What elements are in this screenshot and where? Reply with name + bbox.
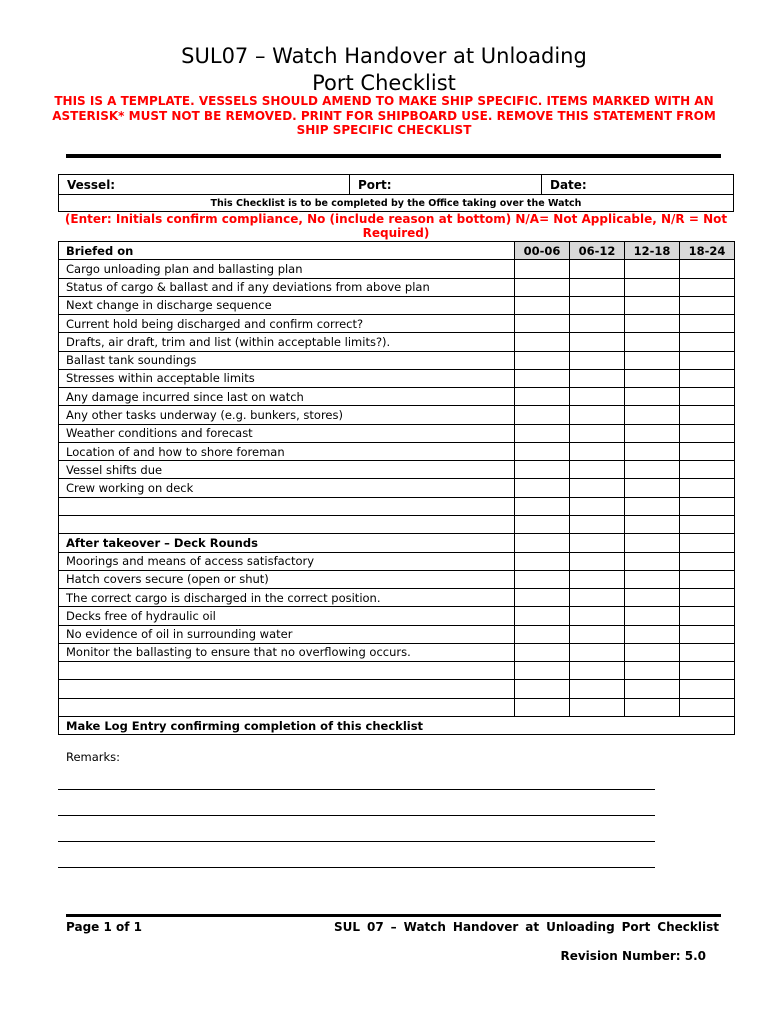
shift-cell[interactable] [515,369,570,387]
shift-cell[interactable] [625,643,680,661]
shift-cell[interactable] [570,260,625,278]
remarks-line[interactable] [58,815,655,816]
shift-header-12-18: 12-18 [625,242,680,260]
deck-rounds-heading: After takeover – Deck Rounds [59,534,515,552]
briefed-heading: Briefed on [59,242,515,260]
shift-cell[interactable] [680,260,735,278]
shift-cell[interactable] [680,589,735,607]
shift-cell[interactable] [515,351,570,369]
checklist-item [59,497,515,515]
shift-cell[interactable] [515,643,570,661]
shift-cell[interactable] [625,315,680,333]
shift-cell[interactable] [515,315,570,333]
shift-cell[interactable] [680,570,735,588]
checklist-row [59,388,735,406]
shift-cell[interactable] [680,424,735,442]
shift-cell[interactable] [625,296,680,314]
shift-cell[interactable] [570,570,625,588]
checklist-row [59,479,735,497]
shift-cell[interactable] [680,333,735,351]
shift-cell[interactable] [515,662,570,680]
revision-number: Revision Number: 5.0 [560,949,706,963]
shift-cell[interactable] [625,442,680,460]
shift-cell[interactable] [515,388,570,406]
shift-cell[interactable] [515,333,570,351]
log-entry-note: Make Log Entry confirming completion of this checklist [59,716,735,734]
shift-cell[interactable] [570,515,625,533]
shift-cell[interactable] [515,552,570,570]
shift-cell[interactable] [570,662,625,680]
checklist-row [59,315,735,333]
page-number: Page 1 of 1 [66,920,142,934]
checklist-row [59,278,735,296]
shift-cell[interactable] [570,497,625,515]
checklist-row [59,497,735,515]
checklist-item: Hatch covers secure (open or shut) [59,570,515,588]
shift-cell[interactable] [570,680,625,698]
shift-cell[interactable] [625,497,680,515]
shift-cell[interactable] [625,333,680,351]
checklist-item: Current hold being discharged and confirm correct? [59,315,515,333]
shift-cell[interactable] [570,388,625,406]
shift-cell[interactable] [625,662,680,680]
shift-cell[interactable] [680,278,735,296]
shift-cell[interactable] [625,607,680,625]
shift-cell[interactable] [680,607,735,625]
shift-cell[interactable] [625,461,680,479]
shift-cell[interactable] [515,625,570,643]
shift-cell[interactable] [680,662,735,680]
checklist-item: Weather conditions and forecast [59,424,515,442]
shift-cell[interactable] [515,607,570,625]
footer-document-title: SUL 07 – Watch Handover at Unloading Port Checklist [334,920,719,934]
document-title [0,43,768,97]
shift-cell[interactable] [570,461,625,479]
shift-cell[interactable] [625,388,680,406]
checklist-item: Crew working on deck [59,479,515,497]
shift-cell[interactable] [515,461,570,479]
footer-divider [66,914,721,917]
title-line-2: Port Checklist [312,71,456,95]
checklist-row [59,662,735,680]
checklist-item: Next change in discharge sequence [59,296,515,314]
shift-cell[interactable] [570,296,625,314]
checklist-item [59,662,515,680]
checklist-item: Cargo unloading plan and ballasting plan [59,260,515,278]
shift-cell[interactable] [625,424,680,442]
shift-cell[interactable] [570,333,625,351]
checklist-row [59,515,735,533]
checklist-item: Ballast tank soundings [59,351,515,369]
shift-cell[interactable] [680,369,735,387]
checklist-row [59,461,735,479]
remarks-line[interactable] [58,841,655,842]
checklist-item [59,515,515,533]
shift-cell[interactable] [570,534,625,552]
shift-cell[interactable] [570,625,625,643]
shift-cell[interactable] [680,680,735,698]
office-note: This Checklist is to be completed by the Office taking over the Watch [59,195,734,212]
top-divider [66,154,721,158]
shift-cell[interactable] [625,515,680,533]
shift-cell[interactable] [515,424,570,442]
shift-cell[interactable] [515,296,570,314]
checklist-item: Status of cargo & ballast and if any deviations from above plan [59,278,515,296]
shift-cell[interactable] [570,589,625,607]
checklist-row [59,406,735,424]
shift-cell[interactable] [515,698,570,716]
checklist-item: The correct cargo is discharged in the correct position. [59,589,515,607]
checklist-item: Location of and how to shore foreman [59,442,515,460]
shift-cell[interactable] [680,406,735,424]
shift-cell[interactable] [680,625,735,643]
shift-header-00-06: 00-06 [515,242,570,260]
shift-header-06-12: 06-12 [570,242,625,260]
shift-cell[interactable] [515,497,570,515]
shift-cell[interactable] [515,278,570,296]
shift-cell[interactable] [570,278,625,296]
briefed-header-row [59,242,735,260]
checklist-item: Stresses within acceptable limits [59,369,515,387]
checklist-item: No evidence of oil in surrounding water [59,625,515,643]
deck-rounds-header-row [59,534,735,552]
shift-cell[interactable] [515,479,570,497]
vessel-field[interactable]: Vessel: [59,175,350,195]
shift-cell[interactable] [680,388,735,406]
shift-header-18-24: 18-24 [680,242,735,260]
checklist-row [59,607,735,625]
shift-cell[interactable] [680,497,735,515]
checklist-item: Any other tasks underway (e.g. bunkers, stores) [59,406,515,424]
shift-cell[interactable] [515,534,570,552]
vessel-header-table [58,174,734,212]
shift-cell[interactable] [625,570,680,588]
checklist-row [59,351,735,369]
checklist-row [59,333,735,351]
shift-cell[interactable] [680,315,735,333]
shift-cell[interactable] [680,351,735,369]
checklist-item: Vessel shifts due [59,461,515,479]
shift-cell[interactable] [625,552,680,570]
shift-cell[interactable] [680,515,735,533]
shift-cell[interactable] [680,442,735,460]
checklist-row [59,442,735,460]
shift-cell[interactable] [515,680,570,698]
shift-cell[interactable] [625,479,680,497]
shift-cell[interactable] [625,278,680,296]
shift-cell[interactable] [570,315,625,333]
checklist-item: Moorings and means of access satisfactory [59,552,515,570]
log-entry-row [59,716,735,734]
shift-cell[interactable] [570,351,625,369]
shift-cell[interactable] [570,406,625,424]
date-field[interactable]: Date: [542,175,734,195]
shift-cell[interactable] [680,534,735,552]
shift-cell[interactable] [680,461,735,479]
shift-cell[interactable] [570,607,625,625]
checklist-row [59,589,735,607]
shift-cell[interactable] [515,515,570,533]
shift-cell[interactable] [515,406,570,424]
checklist-row [59,424,735,442]
shift-cell[interactable] [625,680,680,698]
checklist-row [59,570,735,588]
shift-cell[interactable] [570,479,625,497]
shift-cell[interactable] [570,643,625,661]
remarks-label: Remarks: [66,750,121,764]
shift-cell[interactable] [680,552,735,570]
shift-cell[interactable] [625,260,680,278]
checklist-row [59,296,735,314]
shift-cell[interactable] [515,442,570,460]
shift-cell[interactable] [570,442,625,460]
shift-cell[interactable] [680,296,735,314]
shift-cell[interactable] [680,479,735,497]
shift-cell[interactable] [625,369,680,387]
shift-cell[interactable] [680,698,735,716]
checklist-row [59,643,735,661]
checklist-item: Monitor the ballasting to ensure that no overflowing occurs. [59,643,515,661]
shift-cell[interactable] [570,424,625,442]
checklist-row [59,680,735,698]
shift-cell[interactable] [680,643,735,661]
checklist-row [59,698,735,716]
remarks-line[interactable] [58,867,655,868]
port-field[interactable]: Port: [350,175,542,195]
shift-cell[interactable] [625,351,680,369]
shift-cell[interactable] [625,625,680,643]
checklist-item [59,698,515,716]
shift-cell[interactable] [570,369,625,387]
checklist-item: Drafts, air draft, trim and list (within acceptable limits?). [59,333,515,351]
shift-cell[interactable] [515,589,570,607]
checklist-row [59,552,735,570]
checklist-item: Decks free of hydraulic oil [59,607,515,625]
checklist-row [59,625,735,643]
remarks-line[interactable] [58,789,655,790]
entry-instructions: (Enter: Initials confirm compliance, No (include reason at bottom) N/A= Not Applicable, N/R = Not Required) [64,212,728,240]
checklist-row [59,260,735,278]
shift-cell[interactable] [625,698,680,716]
shift-cell[interactable] [570,698,625,716]
shift-cell[interactable] [625,589,680,607]
checklist-item: Any damage incurred since last on watch [59,388,515,406]
shift-cell[interactable] [515,260,570,278]
title-line-1: SUL07 – Watch Handover at Unloading [181,44,587,68]
shift-cell[interactable] [625,406,680,424]
shift-cell[interactable] [570,552,625,570]
shift-cell[interactable] [625,534,680,552]
template-warning: THIS IS A TEMPLATE. VESSELS SHOULD AMEND TO MAKE SHIP SPECIFIC. ITEMS MARKED WITH AN ASTERISK* MUST NOT BE REMOVED. PRINT FOR SHIPBOARD USE. REMOVE THIS STATEMENT FROM SHIP SPECIFIC CHECKLIST [52,94,716,137]
checklist-table [58,241,735,735]
checklist-row [59,369,735,387]
checklist-item [59,680,515,698]
shift-cell[interactable] [515,570,570,588]
